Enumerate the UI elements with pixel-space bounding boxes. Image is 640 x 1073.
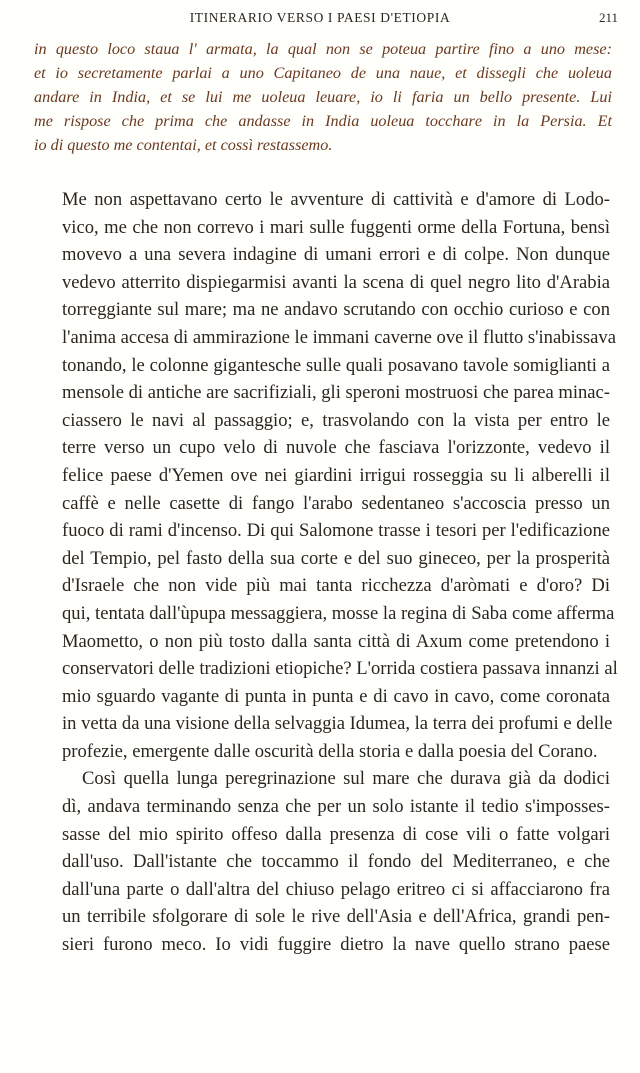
paragraph-line: conservatori delle tradizioni etiopiche? L'orrida costiera passava innanzi al [62,658,618,680]
paragraph-line: fuoco di rami d'incenso. Di qui Salomone trasse i tesori per l'edificazione [62,520,610,542]
epigraph-line: io di questo me contentai, et cossì restassemo. [34,136,333,154]
paragraph-line [62,186,610,214]
paragraph-line: vedevo atterrito dispiegarmisi avanti la scena di quel negro lito d'Arabia [62,271,610,293]
paragraph-line: dall'uso. Dall'istante che toccammo il fondo del Mediterraneo, e che [62,851,610,873]
epigraph-line: me rispose che prima che andasse in India uoleua toccharе in la Persia. Et [34,112,612,130]
paragraph-line: profezie, emergente dalle oscurità della storia e dalla poesia del Corano. [62,740,598,762]
paragraph-line: del Tempio, pel fasto della sua corte e del suo gineceo, per la prosperità [62,547,610,569]
paragraph-line: Maometto, o non più tosto dalla santa città di Axum come pretendono i [62,630,610,652]
paragraph-line: movevo a una severa indagine di umani errori e di colpe. Non dunque [62,244,610,266]
paragraph-line: dì, andava terminando senza che per un solo istante il tedio s'imposses- [62,796,610,818]
page-number: 211 [598,10,618,25]
running-title: ITINERARIO VERSO I PAESI D'ETIOPIA [189,10,451,25]
paragraph-line: mensole di antiche are sacrifiziali, gli speroni mostruosi che parea minac- [62,382,610,404]
paragraph-1 [62,186,618,765]
epigraph-quotation [34,37,612,157]
paragraph-line: terre verso un cupo velo di nuvole che fasciava l'orizzonte, vedevo il [62,437,610,459]
paragraph-line: tonando, le colonne gigantesche sulle quali posavano tavole somiglianti a [62,354,610,376]
paragraph-line: d'Israele che non vide più mai tanta ricchezza d'aròmati e d'oro? Di [62,575,610,597]
epigraph-line: in questo loco staua l' armata, la qual non se poteua partire fino a uno mese: [34,40,612,58]
paragraph-line: Così quella lunga peregrinazione sul mare che durava già da dodici [82,768,610,790]
paragraph-line: torreggiante sul mare; ma ne andavo scrutando con occhio curioso e con [62,299,610,321]
paragraph-line: qui, tentata dall'ùpupa messaggiera, mosse la regina di Saba come afferma [62,602,615,624]
paragraph-line: l'anima accesa di ammirazione le immani caverne ove il flutto s'inabissava [62,326,616,348]
paragraph-line: ciassero le navi al passaggio; e, trasvolando con la vista per entro le [62,409,610,431]
epigraph-line: andare in India, et se lui me uoleua leuare, io li faria un bello presente. Lui [34,88,612,106]
paragraph-line: sasse del mio spirito offeso dalla presenza di cose vili o fatte volgari [62,823,610,845]
body-text [62,186,618,959]
paragraph-2 [62,765,610,958]
epigraph-line: et io secretamente parlai a uno Capitaneo de una naue, et dissegli che uoleua [34,64,612,82]
paragraph-line: in vetta da una visione della selvaggia Idumea, la terra dei profumi e delle [62,713,613,735]
paragraph-line: felice paese d'Yemen ove nei giardini irrigui rosseggia su li alberelli il [62,464,610,486]
paragraph-line: sieri furono meco. Io vidi fuggire dietro la nave quello strano paese [62,934,610,956]
paragraph-line: mio sguardo vagante di punta in punta e di cavo in cavo, come coronata [62,685,610,707]
paragraph-line-text: Me non aspettavano certo le avventure di cattività e d'amore di Lodo- [62,189,610,210]
paragraph-line: un terribile sfolgorare di sole le rive dell'Asia e dell'Africa, grandi pen- [62,906,610,928]
paragraph-line: caffè e nelle casette di fango l'arabo sedentaneo s'accoscia presso un [62,492,610,514]
running-head [0,8,640,28]
paragraph-line: vico, me che non correvo i mari sulle fuggenti orme della Fortuna, bensì [62,216,610,238]
paragraph-line: dall'una parte o dall'altra del chiuso pelago eritreo ci si affacciarono fra [62,878,610,900]
